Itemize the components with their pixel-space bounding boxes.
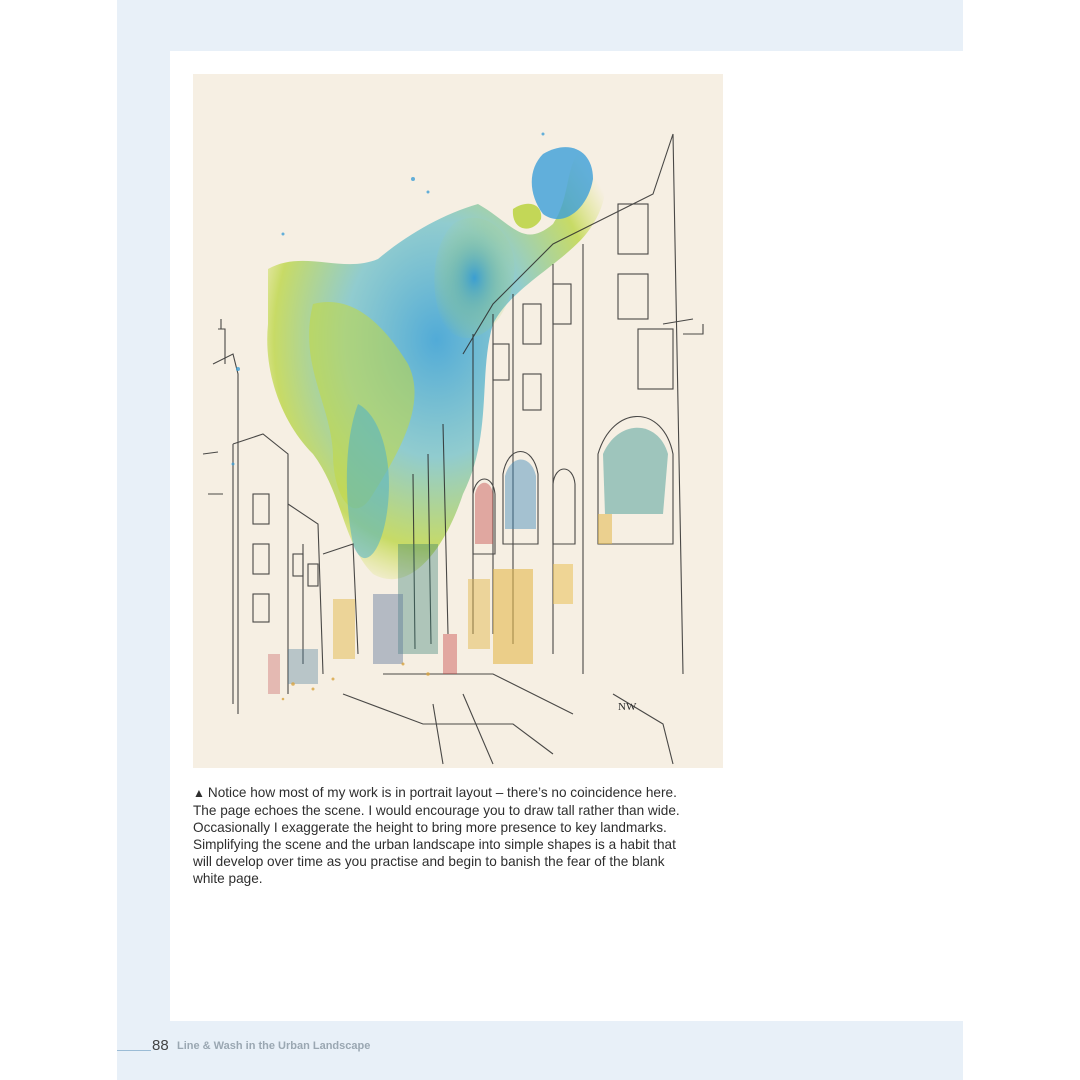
watercolor-street-drawing: [193, 74, 723, 768]
street-sketch-illustration: [193, 74, 723, 768]
artist-signature: NW: [618, 701, 637, 713]
page-number: 88: [152, 1037, 169, 1054]
running-title: Line & Wash in the Urban Landscape: [177, 1040, 371, 1052]
caption-triangle-icon: ▲: [193, 786, 205, 800]
footer-rule: [117, 1050, 151, 1051]
figure-caption: [193, 784, 698, 887]
caption-text: Notice how most of my work is in portrait layout – there’s no coincidence here. The page echoes the scene. I would encourage you to draw tall rather than wide. Occasionally I exaggerate the height to bring more presence to key landmarks. Simplifying the scene and the urban landscape into simple shapes is a habit that will develop over time as you practise and begin to banish the fear of the blank white page.: [193, 785, 680, 886]
